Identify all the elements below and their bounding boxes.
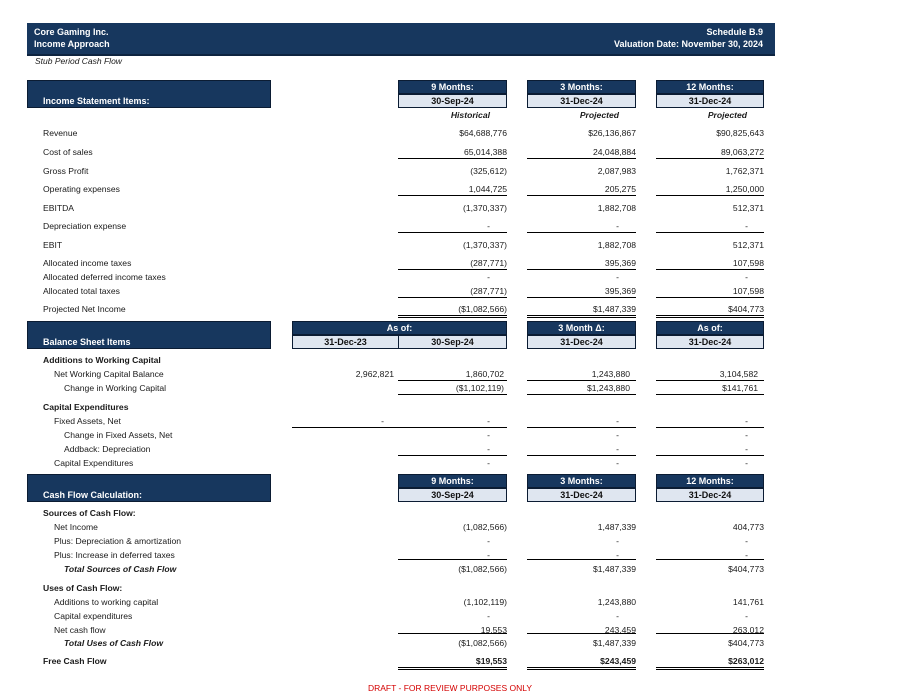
cf-row-label: Additions to working capital [54, 597, 159, 607]
income-row-label: Allocated income taxes [43, 258, 132, 268]
income-row-value: 1,250,000 [725, 184, 764, 194]
chg-fixed-label: Change in Fixed Assets, Net [64, 430, 173, 440]
fixed-value-3: - [616, 416, 619, 426]
income-row-value: - [616, 221, 619, 231]
cf-row-value: $404,773 [728, 564, 764, 574]
balance-delta-header: 3 Month Δ: [527, 321, 636, 335]
cf-row-value: $1,487,339 [592, 564, 636, 574]
income-row-value: 395,369 [604, 286, 636, 296]
capex-value-3: - [745, 458, 748, 468]
cf-row-value: - [616, 536, 619, 546]
income-row-value: 65,014,388 [463, 147, 507, 157]
cf-row-label: Total Sources of Cash Flow [64, 564, 177, 574]
rule [398, 232, 507, 233]
fixed-value-1: - [381, 416, 384, 426]
income-row-value: $404,773 [728, 304, 764, 314]
rule [656, 427, 764, 428]
rule [656, 297, 764, 298]
cashflow-section-title: Cash Flow Calculation: [43, 490, 143, 500]
rule [656, 394, 764, 395]
income-row-value: $90,825,643 [716, 128, 764, 138]
cf-row-label: Plus: Depreciation & amortization [54, 536, 182, 546]
double-rule [527, 315, 636, 318]
rule [527, 427, 636, 428]
company-name: Core Gaming Inc. [34, 27, 109, 37]
cf-row-value: 1,487,339 [597, 522, 636, 532]
double-rule [398, 315, 507, 318]
rule [656, 380, 764, 381]
rule [656, 195, 764, 196]
uses-title: Uses of Cash Flow: [43, 583, 123, 593]
cf-row-value: ($1,082,566) [458, 638, 507, 648]
income-section-header [27, 80, 271, 108]
capex-title: Capital Expenditures [43, 402, 129, 412]
income-row-value: (287,771) [470, 286, 507, 296]
income-row-label: Depreciation expense [43, 221, 127, 231]
rule [656, 269, 764, 270]
cf-row-label: Plus: Increase in deferred taxes [54, 550, 175, 560]
cf-row-value: 1,243,880 [597, 597, 636, 607]
rule [398, 559, 507, 560]
capex-value-2: - [616, 458, 619, 468]
rule [527, 394, 636, 395]
nwc-value-3: 1,243,880 [591, 369, 630, 379]
cf-row-value: 243,459 [604, 625, 636, 635]
rule [527, 559, 636, 560]
schedule-label: Schedule B.9 [706, 27, 763, 37]
rule [656, 232, 764, 233]
income-row-value: 2,087,983 [597, 166, 636, 176]
rule [527, 380, 636, 381]
fixed-value-4: - [745, 416, 748, 426]
income-row-label: Operating expenses [43, 184, 120, 194]
fixed-value-2: - [487, 416, 490, 426]
rule [656, 455, 764, 456]
cf-row-value: ($1,082,566) [458, 564, 507, 574]
capex-label: Capital Expenditures [54, 458, 134, 468]
cf-row-value: $263,012 [728, 656, 764, 666]
balance-section-header [27, 321, 271, 349]
income-row-value: 1,882,708 [597, 203, 636, 213]
income-row-value: - [487, 221, 490, 231]
cf-row-label: Capital expenditures [54, 611, 133, 621]
addback-value-2: - [616, 444, 619, 454]
income-row-value: - [616, 272, 619, 282]
cf-col1-date: 30-Sep-24 [398, 488, 507, 502]
income-row-label: Projected Net Income [43, 304, 126, 314]
cf-row-label: Total Uses of Cash Flow [64, 638, 163, 648]
sources-title: Sources of Cash Flow: [43, 508, 136, 518]
income-row-value: $1,487,339 [592, 304, 636, 314]
balance-date-4: 31-Dec-24 [656, 335, 764, 349]
income-row-value: (1,370,337) [463, 240, 507, 250]
chg-wc-value-3: $141,761 [722, 383, 758, 393]
cf-row-value: 404,773 [732, 522, 764, 532]
income-col1-period: 9 Months: [398, 80, 507, 94]
addback-label: Addback: Depreciation [64, 444, 151, 454]
income-row-label: Gross Profit [43, 166, 89, 176]
rule [398, 297, 507, 298]
income-row-value: (287,771) [470, 258, 507, 268]
income-row-value: $64,688,776 [459, 128, 507, 138]
chg-wc-value-2: $1,243,880 [586, 383, 630, 393]
fixed-label: Fixed Assets, Net [54, 416, 121, 426]
double-rule [398, 667, 507, 670]
chg-wc-value-1: ($1,102,119) [455, 383, 504, 393]
income-row-value: 512,371 [732, 203, 764, 213]
balance-date-3: 31-Dec-24 [527, 335, 636, 349]
cf-row-value: - [487, 536, 490, 546]
cf-row-value: - [487, 611, 490, 621]
wc-title: Additions to Working Capital [43, 355, 161, 365]
income-col1-date: 30-Sep-24 [398, 94, 507, 108]
cashflow-section-header [27, 474, 271, 502]
double-rule [656, 667, 764, 670]
income-col3-basis: Projected [707, 110, 747, 120]
rule [398, 380, 507, 381]
approach-name: Income Approach [34, 39, 110, 49]
nwc-value-1: 2,962,821 [355, 369, 394, 379]
income-row-value: ($1,082,566) [458, 304, 507, 314]
cf-row-value: - [616, 611, 619, 621]
income-row-value: (325,612) [470, 166, 507, 176]
chg-fixed-value-2: - [616, 430, 619, 440]
nwc-value-4: 3,104,582 [719, 369, 758, 379]
rule [656, 559, 764, 560]
report-header [27, 23, 775, 56]
income-col2-date: 31-Dec-24 [527, 94, 636, 108]
income-row-value: 205,275 [604, 184, 636, 194]
income-row-value: 107,598 [732, 286, 764, 296]
income-row-label: EBIT [43, 240, 63, 250]
draft-watermark: DRAFT - FOR REVIEW PURPOSES ONLY [367, 683, 533, 693]
rule [398, 195, 507, 196]
nwc-value-2: 1,860,702 [465, 369, 504, 379]
income-row-value: (1,370,337) [463, 203, 507, 213]
cf-row-value: - [745, 550, 748, 560]
income-row-value: 395,369 [604, 258, 636, 268]
income-row-value: 1,044,725 [468, 184, 507, 194]
income-row-value: 512,371 [732, 240, 764, 250]
income-row-label: Cost of sales [43, 147, 93, 157]
rule [527, 633, 636, 634]
income-row-value: 1,762,371 [725, 166, 764, 176]
rule [398, 269, 507, 270]
income-row-value: 24,048,884 [592, 147, 636, 157]
cf-row-value: (1,102,119) [463, 597, 507, 607]
addback-value-1: - [487, 444, 490, 454]
income-col2-basis: Projected [579, 110, 619, 120]
cf-row-label: Net cash flow [54, 625, 106, 635]
cf-row-value: 263,012 [732, 625, 764, 635]
income-row-label: Revenue [43, 128, 78, 138]
rule [656, 158, 764, 159]
cf-col2-period: 3 Months: [527, 474, 636, 488]
cf-row-value: - [745, 611, 748, 621]
balance-asof-left: As of: [292, 321, 507, 335]
cf-col3-period: 12 Months: [656, 474, 764, 488]
balance-section-title: Balance Sheet Items [43, 337, 131, 347]
income-section-title: Income Statement Items: [43, 96, 150, 106]
cf-col1-period: 9 Months: [398, 474, 507, 488]
cf-col3-date: 31-Dec-24 [656, 488, 764, 502]
chg-fixed-value-3: - [745, 430, 748, 440]
income-row-value: 107,598 [732, 258, 764, 268]
cf-row-label: Net Income [54, 522, 98, 532]
chg-fixed-value-1: - [487, 430, 490, 440]
income-col3-date: 31-Dec-24 [656, 94, 764, 108]
capex-value-1: - [487, 458, 490, 468]
income-row-value: - [487, 272, 490, 282]
income-row-value: - [745, 221, 748, 231]
rule [527, 232, 636, 233]
rule [527, 195, 636, 196]
rule [527, 297, 636, 298]
income-row-label: EBITDA [43, 203, 75, 213]
cf-row-value: $404,773 [728, 638, 764, 648]
rule [527, 158, 636, 159]
rule [527, 269, 636, 270]
cf-row-value: $19,553 [475, 656, 507, 666]
balance-date-1: 31-Dec-23 [292, 335, 399, 349]
income-row-value: 89,063,272 [720, 147, 764, 157]
rule [398, 394, 507, 395]
income-col2-period: 3 Months: [527, 80, 636, 94]
balance-asof-right: As of: [656, 321, 764, 335]
double-rule [527, 667, 636, 670]
rule [527, 455, 636, 456]
rule [398, 633, 507, 634]
cf-row-value: - [487, 550, 490, 560]
income-row-label: Allocated total taxes [43, 286, 120, 296]
free-cash-flow-label: Free Cash Flow [43, 656, 107, 666]
cf-row-value: 19,553 [480, 625, 507, 635]
rule [292, 427, 507, 428]
income-row-value: $26,136,867 [588, 128, 636, 138]
rule [398, 158, 507, 159]
double-rule [656, 315, 764, 318]
cf-row-value: - [745, 536, 748, 546]
income-col1-basis: Historical [450, 110, 490, 120]
balance-date-2: 30-Sep-24 [398, 335, 507, 349]
nwc-label: Net Working Capital Balance [54, 369, 164, 379]
cf-row-value: 141,761 [732, 597, 764, 607]
addback-value-3: - [745, 444, 748, 454]
rule [398, 455, 507, 456]
cf-row-value: $1,487,339 [592, 638, 636, 648]
page-subtitle: Stub Period Cash Flow [35, 56, 122, 66]
income-row-value: - [745, 272, 748, 282]
chg-wc-label: Change in Working Capital [64, 383, 167, 393]
income-row-label: Allocated deferred income taxes [43, 272, 166, 282]
cf-col2-date: 31-Dec-24 [527, 488, 636, 502]
income-col3-period: 12 Months: [656, 80, 764, 94]
cf-row-value: - [616, 550, 619, 560]
cf-row-value: $243,459 [600, 656, 636, 666]
valuation-date: Valuation Date: November 30, 2024 [613, 39, 763, 49]
cf-row-value: (1,082,566) [463, 522, 507, 532]
income-row-value: 1,882,708 [597, 240, 636, 250]
rule [656, 633, 764, 634]
